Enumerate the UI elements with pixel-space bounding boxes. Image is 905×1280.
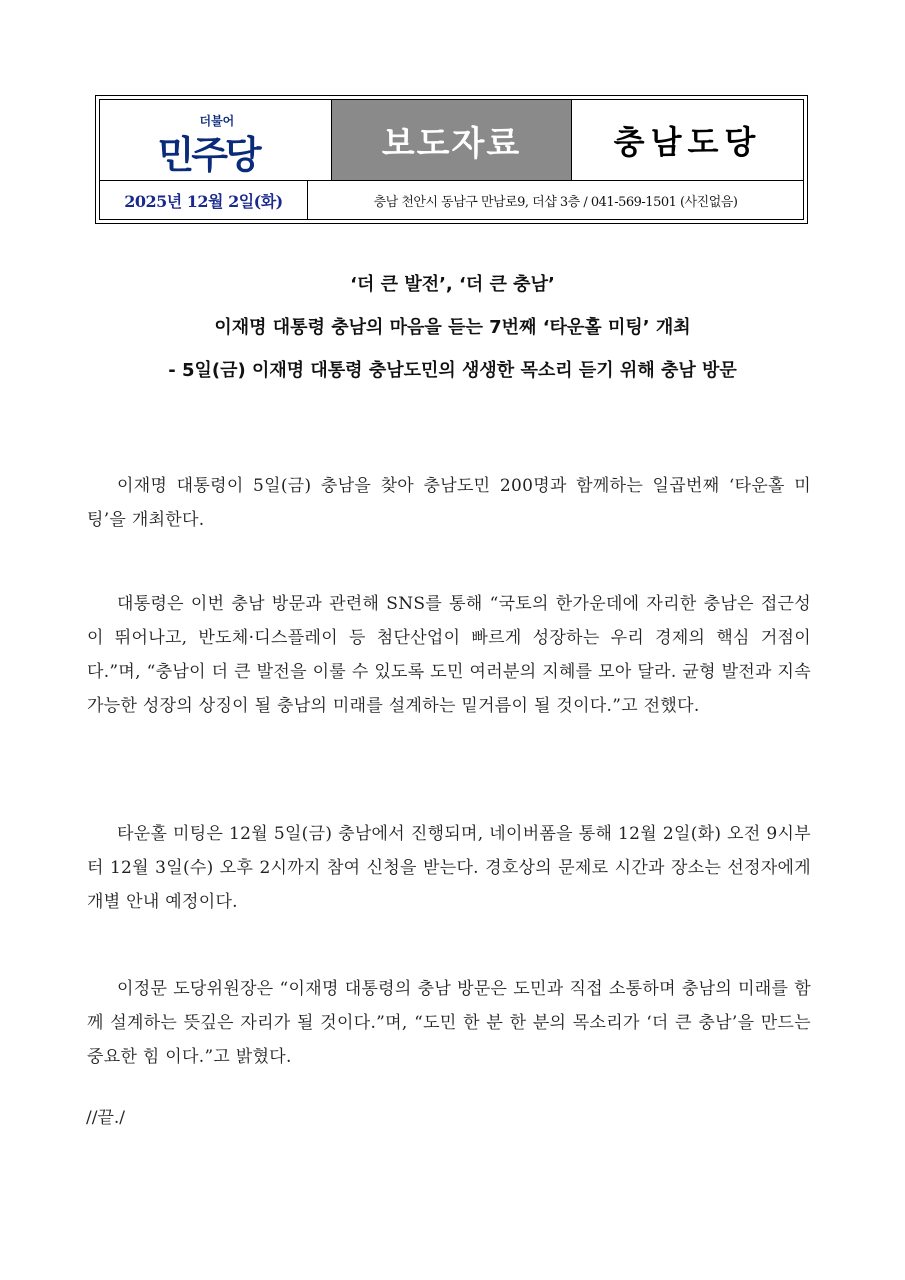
logo-cell <box>100 100 332 180</box>
party-branch-cell <box>572 100 803 180</box>
headline-sub: 이재명 대통령 충남의 마음을 듣는 7번째 ‘타운홀 미팅’ 개최 <box>214 317 691 338</box>
headline-detail: - 5일(금) 이재명 대통령 충남도민의 생생한 목소리 듣기 위해 충남 방문 <box>168 360 737 381</box>
end-mark: //끝./ <box>86 1108 126 1128</box>
logo-main-text: 민주당 <box>157 133 259 177</box>
address-cell <box>308 180 803 219</box>
logo-small-text: 더불어 <box>199 114 235 128</box>
press-release-title: 보도자료 <box>381 123 522 164</box>
body-paragraph-1: 이재명 대통령이 5일(금) 충남을 찾아 충남도민 200명과 함께하는 일곱번째 ‘타운홀 미팅’을 개최한다. <box>87 476 811 530</box>
party-branch-name: 충남도당 <box>613 123 762 161</box>
headline-main: ‘더 큰 발전’, ‘더 큰 충남’ <box>350 274 555 295</box>
body-paragraph-2: 대통령은 이번 충남 방문과 관련해 SNS를 통해 “국토의 한가운데에 자리한 충남은 접근성이 뛰어나고, 반도체·디스플레이 등 첨단산업이 빠르게 성장하는 우리 경제의 핵심 거점이다.”며, “충남이 더 큰 발전을 이룰 수 있도록 도민 여러분의 지혜를 모아 달라. 균형 발전과 지속 가능한 성장의 상징이 될 충남의 미래를 설계하는 밑거름이 될 것이다.”고 전했다. <box>87 594 811 716</box>
press-release-cell <box>332 100 572 180</box>
office-address: 충남 천안시 동남구 만남로9, 더샵 3층 / 041-569-1501 (사진없음) <box>373 194 738 210</box>
press-header-table <box>95 95 808 224</box>
body-paragraph-4: 이정문 도당위원장은 “이재명 대통령의 충남 방문은 도민과 직접 소통하며 충남의 미래를 함께 설계하는 뜻깊은 자리가 될 것이다.”며, “도민 한 분 한 분의 목소리가 ‘더 큰 충남’을 만드는 중요한 힘 이다.”고 밝혔다. <box>87 979 811 1067</box>
release-date: 2025년 12월 2일(화) <box>124 191 283 211</box>
date-cell <box>100 180 308 219</box>
party-logo <box>156 110 276 177</box>
body-paragraph-3: 타운홀 미팅은 12월 5일(금) 충남에서 진행되며, 네이버폼을 통해 12월 2일(화) 오전 9시부터 12월 3일(수) 오후 2시까지 참여 신청을 받는다. 경호상의 문제로 시간과 장소는 선정자에게 개별 안내 예정이다. <box>87 824 811 912</box>
press-header-inner <box>99 99 804 220</box>
